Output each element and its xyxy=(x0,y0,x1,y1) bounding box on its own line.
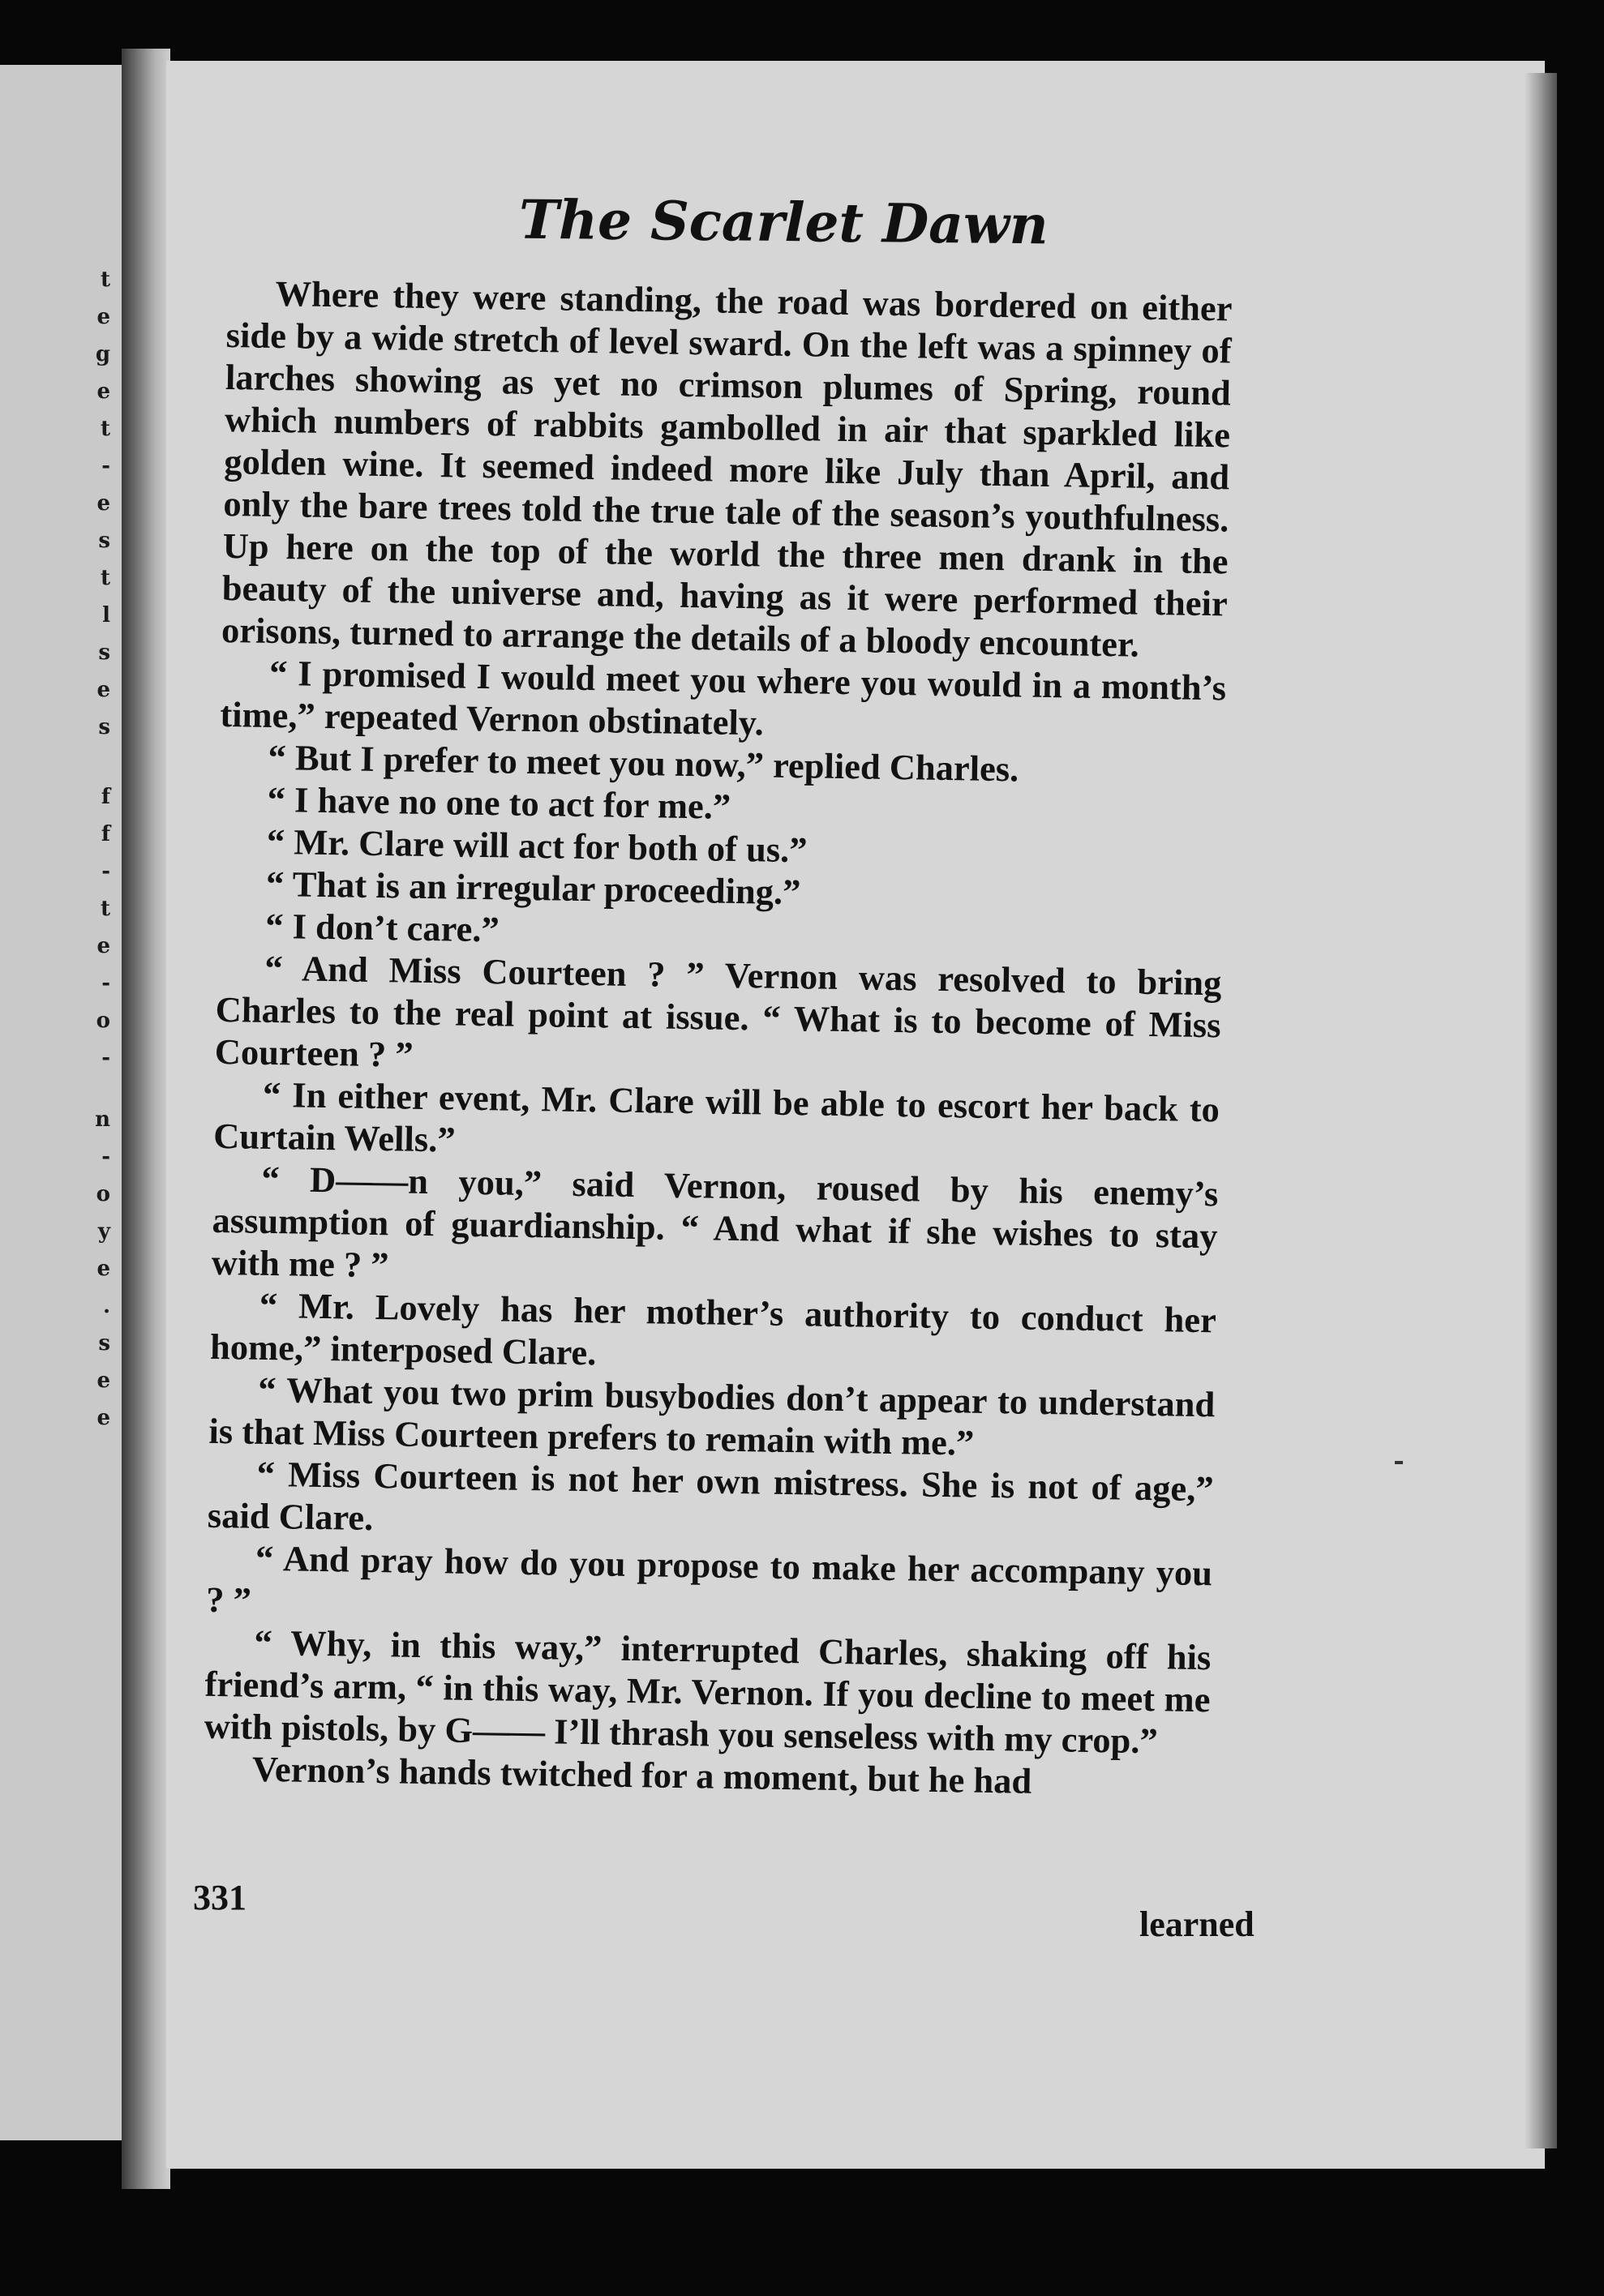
facing-page-letter: t xyxy=(100,566,110,590)
body-text xyxy=(204,272,1233,1805)
paragraph: “ I don’t care.” xyxy=(264,905,500,950)
dust-speck xyxy=(1395,1461,1403,1464)
facing-page-letter: e xyxy=(96,305,110,329)
paragraph: “ That is an irregular proceeding.” xyxy=(265,863,801,913)
facing-page-letter: s xyxy=(98,1331,110,1356)
facing-page-letter: f xyxy=(101,822,110,846)
paragraph: “ In either event, Mr. Clare will be able to escort her back to Curtain Wells.” xyxy=(212,1073,1220,1160)
paragraph: “ D——n you,” said Vernon, roused by his enemy’s assumption of guardianship. “ And what if she wishes to stay with me ? ” xyxy=(211,1158,1219,1286)
facing-page-letter: y xyxy=(97,1219,110,1244)
facing-page-letter: . xyxy=(102,1294,110,1318)
page-right-edge-shadow xyxy=(1525,73,1557,2148)
facing-page-line-endings xyxy=(94,65,110,2140)
facing-page-edge xyxy=(0,65,127,2140)
catchword: learned xyxy=(1139,1904,1254,1944)
page-number: 331 xyxy=(193,1878,247,1917)
facing-page-letter: e xyxy=(96,934,110,958)
facing-page-letter: t xyxy=(100,417,110,441)
facing-page-letter: - xyxy=(101,454,110,478)
facing-page-letter: e xyxy=(96,1369,110,1393)
paragraph: Where they were standing, the road was bordered on either side by a wide stretch of level sward. On the left was a spinney of larches showing as yet no crimson plumes of Spring, round which numbers of rabbits gambolled in air that sparkled like golden wine. It seemed indeed more like July than April, and only the bare trees told the true tale of the season’s youthfulness. Up here on the top of the world the three men drank in the beauty of the universe and, having as it were performed their orisons, turned to arrange the details of a bloody encounter. xyxy=(221,272,1233,665)
facing-page-letter: l xyxy=(102,603,110,628)
paragraph: “ I have no one to act for me.” xyxy=(267,778,731,827)
facing-page-letter: - xyxy=(101,859,110,884)
paragraph: “ Mr. Lovely has her mother’s authority to conduct her home,” interposed Clare. xyxy=(209,1284,1217,1373)
facing-page-letter: n xyxy=(95,1107,110,1132)
facing-page-letter: t xyxy=(100,897,110,921)
paragraph: “ Miss Courteen is not her own mistress. She is not of age,” said Clare. xyxy=(207,1453,1214,1539)
paragraph: “ And pray how do you propose to make her accompany you ? ” xyxy=(205,1537,1213,1621)
facing-page-letter: s xyxy=(98,715,110,739)
facing-page-letter: o xyxy=(96,1182,110,1206)
running-head: The Scarlet Dawn xyxy=(518,187,1049,257)
facing-page-letter: e xyxy=(96,379,110,404)
facing-page-letter: f xyxy=(101,785,110,809)
facing-page-letter: - xyxy=(101,1145,110,1169)
facing-page-letter: s xyxy=(98,640,110,665)
facing-page-letter: g xyxy=(95,342,110,366)
paragraph: “ Mr. Clare will act for both of us.” xyxy=(266,820,808,871)
book-gutter xyxy=(122,49,170,2189)
facing-page-letter: - xyxy=(101,971,110,996)
facing-page-letter: - xyxy=(101,1046,110,1070)
facing-page-letter: e xyxy=(96,1406,110,1430)
facing-page-letter: s xyxy=(98,529,110,553)
paragraph: “ And Miss Courteen ? ” Vernon was resolved to bring Charles to the real point at issue. “ What is to become of Miss Courteen ? ” xyxy=(214,947,1222,1075)
facing-page-letter: e xyxy=(96,491,110,516)
paragraph: “ I promised I would meet you where you would in a month’s time,” repeated Vernon obstinately. xyxy=(220,652,1227,743)
facing-page-letter: t xyxy=(100,268,110,292)
facing-page-letter: o xyxy=(96,1009,110,1033)
paragraph: “ What you two prim busybodies don’t appear to understand is that Miss Courteen prefers to remain with me.” xyxy=(208,1369,1216,1463)
facing-page-letter: e xyxy=(96,1257,110,1281)
paragraph: Vernon’s hands twitched for a moment, but he had xyxy=(251,1748,1032,1801)
paragraph: “ But I prefer to meet you now,” replied Charles. xyxy=(268,736,1019,790)
paragraph: “ Why, in this way,” interrupted Charles, shaking off his friend’s arm, “ in this way, Mr. Vernon. If you decline to meet me with pistols, by G—— I’ll thrash you senseless with my crop.” xyxy=(204,1621,1212,1762)
facing-page-letter: e xyxy=(96,678,110,702)
